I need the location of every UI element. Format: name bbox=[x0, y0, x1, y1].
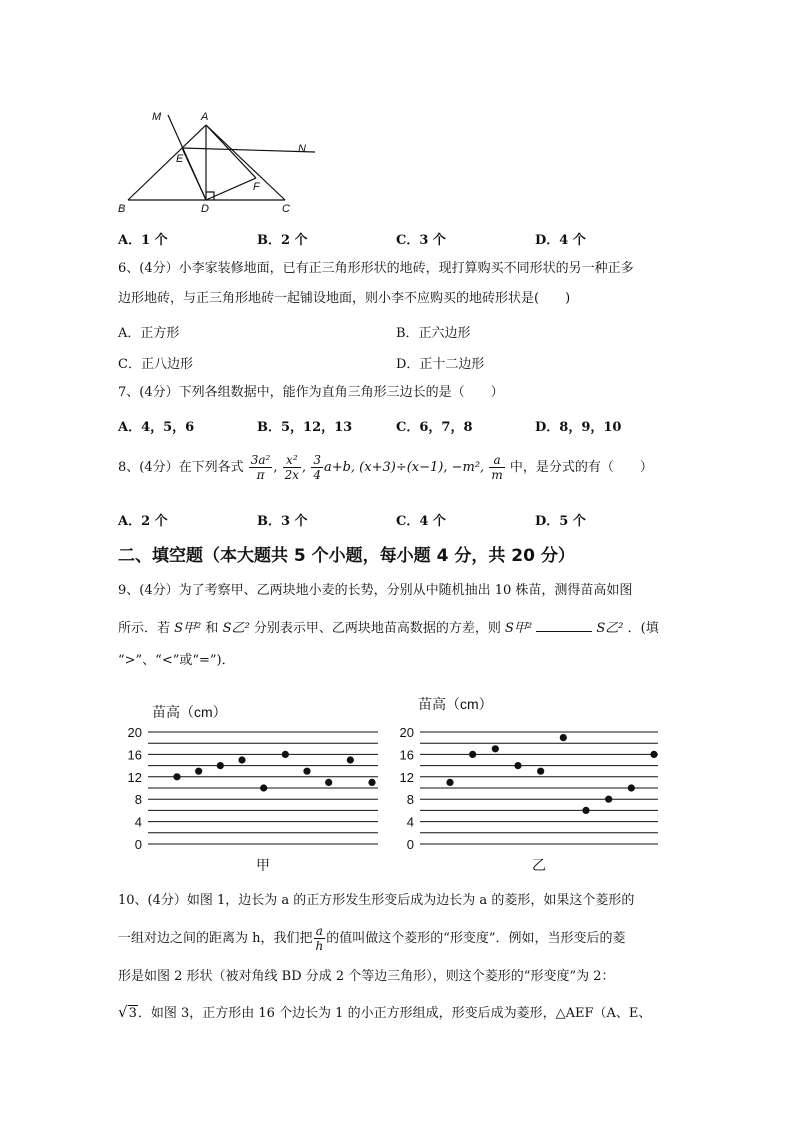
chart-yi bbox=[398, 690, 664, 880]
geometry-figure bbox=[110, 100, 330, 220]
q8-f3-num: 3 bbox=[313, 453, 321, 467]
y-tick-label-jia-4: 4 bbox=[134, 814, 142, 830]
data-point-jia-6 bbox=[282, 751, 289, 758]
data-point-jia-3 bbox=[217, 762, 224, 769]
q8-suffix: 中，是分式的有（ ） bbox=[509, 460, 653, 475]
q8-option-d[interactable]: D．5 个 bbox=[535, 514, 586, 529]
q8-option-c[interactable]: C．4 个 bbox=[396, 514, 446, 529]
q9-s-yi: S乙² bbox=[222, 621, 250, 636]
q8-f1-den: π bbox=[256, 468, 265, 482]
q9-answer-blank[interactable] bbox=[536, 619, 592, 632]
q6-stem-line2: 边形地砖，与正三角形地砖一起铺设地面，则小李不应购买的地砖形状是( ) bbox=[118, 291, 571, 306]
q9-stem-line2 bbox=[118, 619, 659, 638]
q8-option-b[interactable]: B．3 个 bbox=[257, 514, 308, 529]
q9-s-jia-2: S甲² bbox=[505, 621, 533, 636]
q5-option-b[interactable]: B．2 个 bbox=[257, 233, 308, 248]
x-axis-label-jia: 甲 bbox=[256, 857, 270, 873]
y-tick-label-jia-3: 8 bbox=[134, 792, 142, 808]
sqrt-symbol: √ bbox=[118, 1003, 128, 1021]
y-tick-label-jia-2: 12 bbox=[128, 769, 142, 785]
data-point-jia-4 bbox=[238, 756, 245, 763]
label-e: E bbox=[176, 153, 184, 165]
y-tick-label-yi-3: 8 bbox=[406, 792, 414, 808]
segment-df bbox=[182, 148, 206, 200]
q10-frac-num: a bbox=[314, 924, 326, 939]
q8-prefix: 8、(4分）在下列各式 bbox=[118, 460, 244, 475]
q8-f4-num: a bbox=[489, 453, 504, 468]
q10-stem-line3: 形是如图 2 形状（被对角线 BD 分成 2 个等边三角形），则这个菱形的“形变度”为 2： bbox=[118, 969, 615, 984]
q6-option-d[interactable]: D．正十二边形 bbox=[396, 357, 485, 372]
q5-option-c[interactable]: C．3 个 bbox=[396, 233, 446, 248]
q10-l2-b: 的值叫做这个菱形的“形变度”．例如，当形变后的菱 bbox=[326, 931, 626, 946]
label-n: N bbox=[298, 143, 306, 155]
label-c: C bbox=[282, 203, 290, 215]
q9-l2-b: 和 bbox=[205, 621, 219, 636]
data-point-yi-6 bbox=[560, 734, 567, 741]
data-point-yi-5 bbox=[537, 768, 544, 775]
label-a: A bbox=[201, 111, 209, 123]
y-tick-label-yi-5: 0 bbox=[406, 837, 414, 852]
q8-f1-num: 3a² bbox=[250, 453, 271, 467]
q8-mid: a+b, (x+3)÷(x−1), −m², bbox=[323, 460, 485, 475]
data-point-yi-2 bbox=[469, 751, 476, 758]
q9-l2-d: ．(填 bbox=[627, 621, 659, 636]
q8-f3-den: 4 bbox=[313, 468, 321, 482]
y-tick-label-yi-1: 16 bbox=[399, 747, 414, 763]
q9-stem-line3: “>”、“<”或“=”)． bbox=[118, 653, 235, 668]
q10-stem-line2 bbox=[118, 922, 626, 956]
data-point-jia-9 bbox=[347, 756, 354, 763]
q6-stem-line1: 6、(4分）小李家装修地面，已有正三角形形状的地砖，现打算购买不同形状的另一种正多 bbox=[118, 261, 634, 276]
q8-fraction-1 bbox=[249, 453, 273, 482]
q10-sqrt3: 3 bbox=[128, 1006, 137, 1021]
q10-fraction bbox=[314, 924, 326, 953]
x-axis-label-yi: 乙 bbox=[532, 857, 546, 873]
q10-stem-line4 bbox=[118, 1003, 651, 1023]
data-point-yi-4 bbox=[514, 762, 521, 769]
y-tick-label-yi-2: 12 bbox=[399, 769, 414, 785]
q9-s-jia: S甲² bbox=[174, 621, 202, 636]
line-ef bbox=[182, 148, 315, 152]
q10-l2-a: 一组对边之间的距离为 h，我们把 bbox=[118, 931, 313, 946]
q8-stem: 8、(4分）在下列各式 $\frac{\text{3a²}}{\pi}$ , $\frac{\text{x²}}{2x}$ , $\frac{3}{4}$ a+b, (x+3)÷(x−1), −m², $\frac{a}{m}$ 中，是分式的有（ ） bbox=[118, 453, 653, 482]
q6-option-b[interactable]: B．正六边形 bbox=[396, 326, 471, 341]
q5-option-a[interactable]: A．1 个 bbox=[118, 233, 168, 248]
label-f: F bbox=[253, 181, 260, 193]
q7-option-a[interactable]: A．4，5，6 bbox=[118, 420, 195, 435]
data-point-jia-8 bbox=[325, 779, 332, 786]
data-point-jia-10 bbox=[368, 779, 375, 786]
data-point-yi-10 bbox=[650, 751, 657, 758]
segment-af bbox=[206, 125, 256, 178]
q7-stem: 7、(4分）下列各组数据中，能作为直角三角形三边长的是（ ） bbox=[118, 385, 504, 400]
y-tick-label-jia-0: 20 bbox=[128, 725, 142, 740]
q10-stem-line1: 10、(4分）如图 1，边长为 a 的正方形发生形变后成为边长为 a 的菱形，如果这个菱形的 bbox=[118, 893, 635, 908]
data-point-jia-2 bbox=[195, 768, 202, 775]
q8-f2-num: x² bbox=[283, 453, 301, 468]
data-point-jia-7 bbox=[303, 768, 310, 775]
q5-option-d[interactable]: D．4 个 bbox=[535, 233, 586, 248]
q7-option-c[interactable]: C．6，7，8 bbox=[396, 420, 473, 435]
segment-ab bbox=[128, 125, 206, 200]
section-title-fill-blank: 二、填空题（本大题共 5 个小题，每小题 4 分，共 20 分） bbox=[118, 546, 575, 566]
y-tick-label-jia-5: 0 bbox=[134, 837, 142, 852]
q8-fraction-3 bbox=[311, 453, 323, 482]
q7-option-d[interactable]: D．8，9，10 bbox=[535, 420, 622, 435]
label-m: M bbox=[152, 111, 162, 123]
q8-fraction-2 bbox=[283, 453, 301, 482]
y-tick-label-jia-1: 16 bbox=[128, 747, 142, 763]
q7-option-b[interactable]: B．5，12，13 bbox=[257, 420, 353, 435]
q8-fraction-4 bbox=[489, 453, 504, 482]
y-tick-label-yi-4: 4 bbox=[406, 814, 414, 830]
data-point-jia-1 bbox=[173, 773, 180, 780]
chart-jia bbox=[128, 694, 384, 880]
chart-title-yi: 苗高（cm） bbox=[418, 696, 493, 712]
chart-title-jia: 苗高（cm） bbox=[152, 704, 227, 720]
q6-option-c[interactable]: C．正八边形 bbox=[118, 357, 193, 372]
q10-frac-den: h bbox=[315, 939, 324, 953]
data-point-yi-3 bbox=[492, 745, 499, 752]
q8-f4-den: m bbox=[491, 468, 503, 482]
label-b: B bbox=[118, 203, 126, 215]
label-d: D bbox=[201, 203, 209, 215]
q10-l4: ．如图 3，正方形由 16 个边长为 1 的小正方形组成，形变后成为菱形，△AEF（A、E、 bbox=[137, 1006, 652, 1021]
q9-l2-c: 分别表示甲、乙两块地苗高数据的方差，则 bbox=[253, 621, 501, 636]
q9-l2-a: 所示．若 bbox=[118, 621, 171, 636]
segment-ac bbox=[206, 125, 285, 200]
q8-option-a[interactable]: A．2 个 bbox=[118, 514, 168, 529]
data-point-yi-1 bbox=[446, 779, 453, 786]
q8-f2-den: 2x bbox=[284, 468, 300, 482]
data-point-jia-5 bbox=[260, 784, 267, 791]
q9-stem-line1: 9、(4分）为了考察甲、乙两块地小麦的长势，分别从中随机抽出 10 株苗，测得苗高如图 bbox=[118, 583, 633, 598]
data-point-yi-8 bbox=[605, 796, 612, 803]
data-point-yi-7 bbox=[582, 807, 589, 814]
q9-s-yi-2: S乙² bbox=[596, 621, 624, 636]
y-tick-label-yi-0: 20 bbox=[399, 725, 414, 740]
data-point-yi-9 bbox=[628, 784, 635, 791]
q6-option-a[interactable]: A．正方形 bbox=[118, 326, 180, 341]
